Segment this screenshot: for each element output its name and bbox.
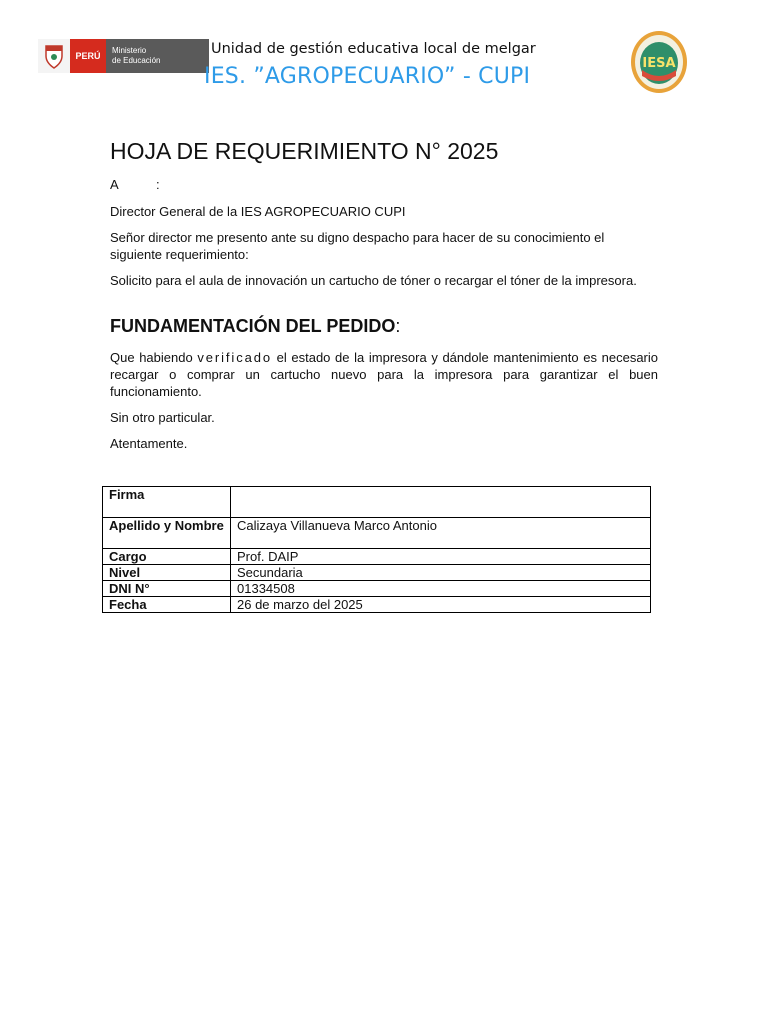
signature-table: [102, 486, 651, 613]
basis-text-spaced: verificado: [197, 350, 272, 365]
section-heading-colon: :: [395, 316, 401, 336]
row-label: Apellido y Nombre: [103, 518, 231, 549]
ministry-line-2: de Educación: [112, 56, 161, 65]
ministry-line-1: Ministerio: [112, 46, 147, 55]
section-heading-text: FUNDAMENTACIÓN DEL PEDIDO: [110, 316, 396, 336]
recipient-colon: :: [156, 177, 160, 192]
row-label: Nivel: [103, 565, 231, 581]
ministry-logo: [38, 39, 209, 73]
svg-text:IESA: IESA: [642, 56, 676, 71]
intro-paragraph: Señor director me presento ante su digno despacho para hacer de su conocimiento el siguiente requerimiento:: [110, 230, 605, 262]
table-row: [103, 487, 651, 518]
coat-of-arms-icon: [38, 39, 70, 73]
signature-field: [231, 487, 651, 518]
peru-label: PERÚ: [70, 39, 106, 73]
header-title: IES. ”AGROPECUARIO” - CUPI: [204, 64, 531, 89]
row-value: 01334508: [231, 581, 651, 597]
basis-text-2: el estado de la impresora y dándole mantenimiento es necesario recargar o comprar un cartucho nuevo para la impresora para garantizar el buen funcionamiento.: [110, 350, 658, 399]
basis-text-1: Que habiendo: [110, 350, 198, 365]
row-label: Cargo: [103, 549, 231, 565]
closing-line-1: Sin otro particular.: [110, 410, 215, 425]
section-heading: [110, 316, 400, 337]
table-row: [103, 581, 651, 597]
row-label: Firma: [103, 487, 231, 518]
recipient: Director General de la IES AGROPECUARIO CUPI: [110, 204, 406, 219]
row-value: 26 de marzo del 2025: [231, 597, 651, 613]
row-value: Secundaria: [231, 565, 651, 581]
header-subtitle: Unidad de gestión educativa local de melgar: [211, 41, 536, 57]
row-value: Prof. DAIP: [231, 549, 651, 565]
row-value: Calizaya Villanueva Marco Antonio: [231, 518, 651, 549]
table-row: [103, 565, 651, 581]
table-row: [103, 597, 651, 613]
row-label: Fecha: [103, 597, 231, 613]
table-row: [103, 549, 651, 565]
table-row: [103, 518, 651, 549]
school-seal-icon: [630, 30, 688, 94]
document-title: HOJA DE REQUERIMIENTO N° 2025: [110, 138, 499, 164]
row-label: DNI N°: [103, 581, 231, 597]
closing-line-2: Atentamente.: [110, 436, 188, 451]
request-paragraph: Solicito para el aula de innovación un cartucho de tóner o recargar el tóner de la impresora.: [110, 273, 637, 288]
basis-paragraph: [110, 349, 658, 400]
recipient-label: A: [110, 177, 119, 192]
ministry-label: [106, 39, 209, 73]
